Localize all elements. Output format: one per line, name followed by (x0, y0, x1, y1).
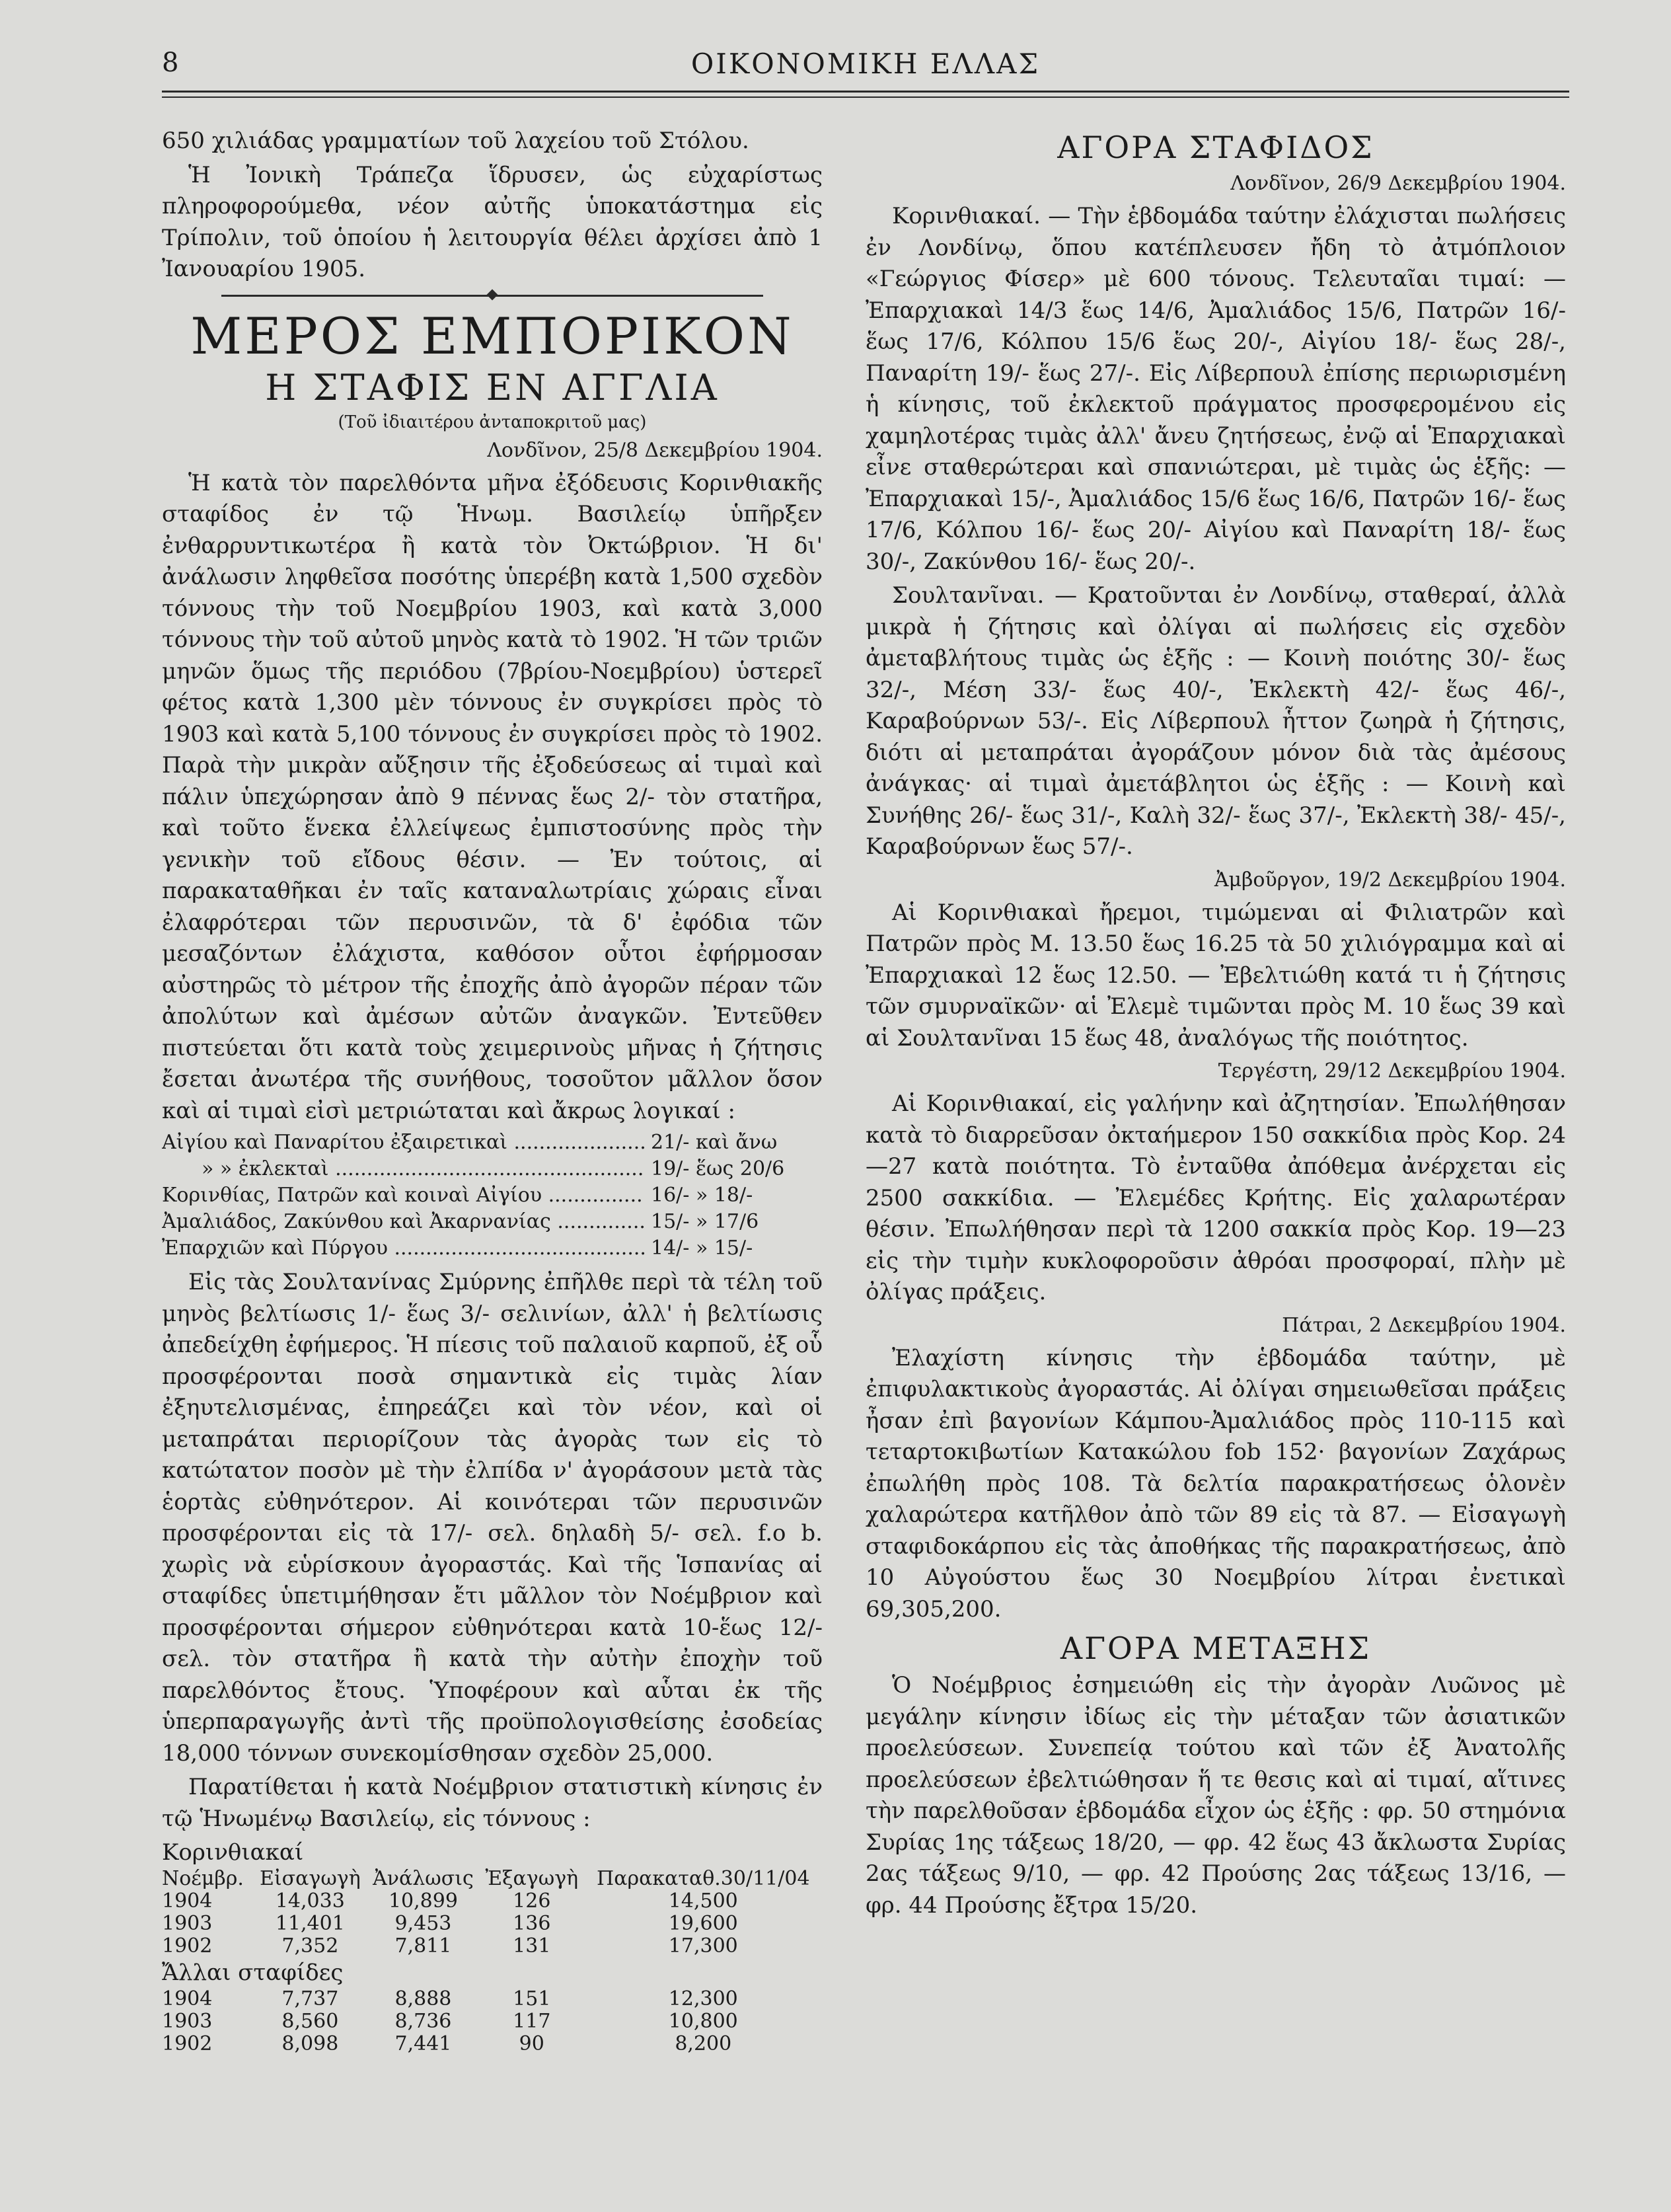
article-subtitle: (Τοῦ ἰδιαιτέρου ἀνταποκριτοῦ μας) (338, 412, 647, 432)
left-column (162, 126, 823, 2055)
column-header: Νοέμβρ. (162, 1867, 244, 1890)
column-header: Ἐξαγωγὴ (485, 1867, 579, 1890)
dateline-trieste: Τεργέστη, 29/12 Δεκεμβρίου 1904. (1218, 1059, 1566, 1083)
dateline-london: Λονδῖνον, 26/9 Δεκεμβρίου 1904. (1230, 172, 1566, 195)
cell: 8,098 (281, 2032, 339, 2055)
column-header: Παρακαταθ.30/11/04 (597, 1867, 810, 1890)
cell: 11,401 (275, 1912, 345, 1935)
right-column (866, 126, 1566, 1924)
trieste-paragraph: Αἱ Κορινθιακαί, εἰς γαλήνην καὶ ἀζητησίαν. Ἐπωλήθησαν κατὰ τὸ διαρρεῦσαν ὀκταήμερον 150 σακκίδια πρὸς Κορ. 24—27 κατὰ ποιότητα. Τὸ ἐνταῦθα ἀπόθεμα ἀνέρχεται εἰς 2500 σακκίδια. — Ἐλεμέδες Κρήτης. Εἰς χαλαρωτέραν θέσιν. Ἐπωλήθησαν περὶ τὰ 1200 σακκία πρὸς Κορ. 19—23 εἰς τὴν τιμὴν κυκλοφοροῦσιν ἀθρόαι προσφοραί, πλὴν μὲ ὀλίγας πράξεις. (866, 1090, 1566, 1305)
price-value: 19/- ἕως 20/6 (651, 1157, 785, 1180)
column-header: Εἰσαγωγὴ (259, 1867, 361, 1890)
cell: 10,899 (388, 1889, 458, 1913)
table-group-title: Κορινθιακαί (162, 1839, 304, 1866)
price-value: 15/- » 17/6 (651, 1210, 759, 1233)
cell: 8,736 (394, 2010, 452, 2033)
cell: 10,800 (668, 2010, 738, 2033)
cell: 8,888 (394, 1987, 452, 2010)
cell: 1903 (162, 1912, 213, 1935)
cell: 17,300 (668, 1934, 738, 1958)
journal-title: ΟΙΚΟΝΟΜΙΚΗ ΕΛΛΑΣ (690, 48, 1041, 80)
cell: 12,300 (668, 1987, 738, 2010)
table-row (162, 1913, 823, 1935)
cell: 7,441 (394, 2032, 452, 2055)
table-row (162, 1890, 823, 1913)
header-rule-2 (162, 96, 1569, 98)
silk-paragraph: Ὁ Νοέμβριος ἐσημειώθη εἰς τὴν ἀγορὰν Λυῶνος μὲ μεγάλην κίνησιν ἰδίως εἰς τὴν μέταξαν τῶν ἀσιατικῶν προελεύσεων. Συνεπείᾳ τούτου καὶ τῶν ἐξ Ἀνατολῆς προελεύσεων ἐβελτιώθησαν ἥ τε θεσις καὶ αἱ τιμαί, αἵτινες τὴν παρελθοῦσαν ἑβδομάδα εἶχον ὡς ἑξῆς : φρ. 50 στημόνια Συρίας 1ης τάξεως 18/20, — φρ. 42 ἕως 43 ἄκλωστα Συρίας 2ας τάξεως 9/10, — φρ. 42 Προύσης 2ας τάξεως 13/16, — φρ. 44 Προύσης ἔξτρα 15/20. (866, 1672, 1566, 1919)
silk-market-heading: ΑΓΟΡΑ ΜΕΤΑΞΗΣ (1060, 1630, 1372, 1666)
price-row (162, 1129, 823, 1156)
price-value: 21/- καὶ ἄνω (651, 1131, 778, 1154)
cell: 151 (513, 1987, 551, 2010)
cell: 1902 (162, 2032, 213, 2055)
cell: 19,600 (668, 1912, 738, 1935)
price-row (162, 1156, 823, 1182)
currant-market-heading: ΑΓΟΡΑ ΣΤΑΦΙΔΟΣ (1057, 130, 1374, 165)
cell: 1904 (162, 1889, 213, 1913)
header-rule (162, 91, 1569, 93)
table-row (162, 2033, 823, 2055)
price-row (162, 1235, 823, 1262)
price-value: 14/- » 15/- (651, 1237, 753, 1260)
page-number: 8 (162, 48, 179, 78)
section-title: ΜΕΡΟΣ ΕΜΠΟΡΙΚΟΝ (190, 306, 794, 365)
cell: 9,453 (394, 1912, 452, 1935)
cell: 1903 (162, 2010, 213, 2033)
dateline-patras: Πάτραι, 2 Δεκεμβρίου 1904. (1282, 1313, 1566, 1337)
cell: 14,033 (275, 1889, 345, 1913)
price-name: Κορινθίας, Πατρῶν καὶ κοιναὶ Αἰγίου ..... (162, 1182, 644, 1209)
table-row (162, 1988, 823, 2010)
cell: 14,500 (668, 1889, 738, 1913)
patras-paragraph: Ἐλαχίστη κίνησις τὴν ἑβδομάδα ταύτην, μὲ ἐπιφυλακτικοὺς ἀγοραστάς. Αἱ ὀλίγαι σημειωθεῖσαι πράξεις ἦσαν ἐπὶ βαγονίων Κάμπου-Ἀμαλιάδος πρὸς 110-115 καὶ τεταρτοκιβωτίων Κατακώλου fob 152· βαγονίων Ζαχάρως ἐπωλήθη πρὸς 108. Τὰ δελτία παρακρατήσεως ὁλονὲν χαλαρώτερα κατῆλθον ἀπὸ τῶν 89 εἰς τὰ 87. — Εἰσαγωγὴ σταφιδοκάρπου εἰς τὰς ἀποθήκας τῆς παρακρατήσεως, ἀπὸ 10 Αὐγούστου ἕως 30 Νοεμβρίου λίτραι ἐνετικαὶ 69,305,200. (866, 1344, 1566, 1622)
hamburg-paragraph: Αἱ Κορινθιακαὶ ἤρεμοι, τιμώμεναι αἱ Φιλιατρῶν καὶ Πατρῶν πρὸς Μ. 13.50 ἕως 16.25 τὰ 50 χιλιόγραμμα καὶ αἱ Ἐπαρχιακαὶ 12 ἕως 12.50. — Ἐβελτιώθη κατά τι ἡ ζήτησις τῶν σμυρναϊκῶν· αἱ Ἐλεμὲ τιμῶνται πρὸς Μ. 10 ἕως 39 καὶ αἱ Σουλτανῖναι 15 ἕως 48, ἀναλόγως τῆς ποιότητος. (866, 899, 1566, 1051)
cell: 1902 (162, 1934, 213, 1958)
ionian-bank-paragraph: Ἡ Ἰονικὴ Τράπεζα ἵδρυσεν, ὡς εὐχαρίστως πληροφορούμεθα, νέον αὐτῆς ὑποκατάστημα εἰς Τρίπολιν, τοῦ ὁποίου ἡ λειτουργία θέλει ἀρχίσει ἀπὸ 1 Ἰανουαρίου 1905. (162, 161, 823, 282)
page-header (162, 48, 1569, 94)
price-name: Ἐπαρχιῶν καὶ Πύργου ..... (162, 1235, 644, 1262)
price-value: 16/- » 18/- (651, 1184, 753, 1207)
price-name: Ἀμαλιάδος, Ζακύνθου καὶ Ἀκαρνανίας ..... (162, 1209, 644, 1235)
table-group-title: Ἄλλαι σταφίδες (162, 1960, 344, 1986)
sultanina-paragraph: Σουλτανῖναι. — Κρατοῦνται ἐν Λονδίνῳ, σταθεραί, ἀλλὰ μικρὰ ἡ ζήτησις καὶ ὀλίγαι αἱ πωλήσεις εἰς σχεδὸν ἀμεταβλήτους τιμὰς ὡς ἑξῆς : — Κοινὴ ποιότης 30/- ἕως 32/-, Μέση 33/- ἕως 40/-, Ἐκλεκτὴ 42/- ἕως 46/-, Καραβούρνων 53/-. Εἰς Λίβερπουλ ἧττον ζωηρὰ ἡ ζήτησις, διότι αἱ μεταπράται ἀγοράζουν μόνον διὰ τὰς ἀμέσους ἀνάγκας· αἱ τιμαὶ ἀμετάβλητοι ὡς ἑξῆς : — Κοινὴ καὶ Συνήθης 26/- ἕως 31/-, Καλὴ 32/- ἕως 37/-, Ἐκλεκτὴ 38/- 45/-, Καραβούρνων ἕως 57/-. (866, 582, 1566, 860)
cell: 8,200 (675, 2032, 732, 2055)
corinthian-paragraph: Κορινθιακαί. — Τὴν ἑβδομάδα ταύτην ἐλάχισται πωλήσεις ἐν Λονδίνῳ, ὅπου κατέπλευσεν ἤδη τὸ ἀτμόπλοιον «Γεώργιος Φίσερ» μὲ 600 τόνους. Τελευταῖαι τιμαί: — Ἐπαρχιακαὶ 14/3 ἕως 14/6, Ἀμαλιάδος 15/6, Πατρῶν 16/- ἕως 17/6, Κόλπου 15/6 ἕως 20/-, Αἰγίου 18/- ἕως 28/-, Παναρίτη 19/- ἕως 27/-. Εἰς Λίβερπουλ ἐπίσης περιωρισμένη ἡ κίνησις, τοῦ ἐκλεκτοῦ πράγματος προσφερομένου εἰς χαμηλοτέρας τιμὰς ἀλλ' ἄνευ ζητήσεως, ἐνῷ αἱ Ἐπαρχιακαὶ εἶνε σταθερώτεραι καὶ σπανιώτεραι, μὲ τιμὰς ὡς ἑξῆς: — Ἐπαρχιακαὶ 15/-, Ἀμαλιάδος 15/6 ἕως 16/6, Πατρῶν 16/- ἕως 17/6, Κόλπου 16/- ἕως 20/- Αἰγίου καὶ Παναρίτη 18/- ἕως 30/-, Ζακύνθου 16/- ἕως 20/-. (866, 203, 1566, 575)
table-row (162, 2010, 823, 2033)
cell: 7,352 (281, 1934, 339, 1958)
price-row (162, 1182, 823, 1209)
cell: 131 (513, 1934, 551, 1958)
cell: 8,560 (281, 2010, 339, 2033)
cell: 117 (513, 2010, 551, 2033)
cell: 7,811 (394, 1934, 452, 1958)
price-row (162, 1209, 823, 1235)
article-paragraph-3: Παρατίθεται ἡ κατὰ Νοέμβριον στατιστικὴ κίνησις ἐν τῷ Ἡνωμένῳ Βασιλείῳ, εἰς τόννους : (162, 1774, 823, 1832)
statistics-table (162, 1837, 823, 2055)
article-title: Η ΣΤΑΦΙΣ ΕΝ ΑΓΓΛΙΑ (265, 366, 720, 408)
article-paragraph-2: Εἰς τὰς Σουλτανίνας Σμύρνης ἐπῆλθε περὶ τὰ τέλη τοῦ μηνὸς βελτίωσις 1/- ἕως 3/- σελινίων, ἀλλ' ἡ βελτίωσις ἀπεδείχθη ἐφήμερος. Ἡ πίεσις τοῦ παλαιοῦ καρποῦ, ἐξ οὗ προσφέρονται ποσὰ σημαντικὰ εἰς τιμὰς λίαν ἐξηυτελισμένας, ἐπηρεάζει καὶ τὸν νέον, καὶ οἱ μεταπράται περιορίζουν τὰς ἀγορὰς των εἰς τὸ κατώτατον ποσὸν μὲ τὴν ἐλπίδα ν' ἀγοράσουν μετὰ τὰς ἑορτὰς εὐθηνότερον. Αἱ κοινότεραι τῶν περυσινῶν προσφέρονται εἰς τὰ 17/- σελ. δηλαδὴ 5/- σελ. f.o b. χωρὶς νὰ εὑρίσκουν ἀγοραστάς. Καὶ τῆς Ἱσπανίας αἱ σταφίδες ὑπετιμήθησαν ἔτι μᾶλλον τὸν Νοέμβριον καὶ προσφέρονται σήμερον εὐθηνότεραι κατὰ 10-ἕως 12/- σελ. τὸν στατῆρα ἢ κατὰ τὴν αὐτὴν ἐποχὴν τοῦ παρελθόντος ἔτους. Ὑποφέρουν καὶ αὗται ἐκ τῆς ὑπερπαραγωγῆς ἀντὶ τῆς προϋπολογισθείσης ἐσοδείας 18,000 τόννων συνεκομίσθησαν σχεδὸν 25,000. (162, 1269, 823, 1767)
article-paragraph-1: Ἡ κατὰ τὸν παρελθόντα μῆνα ἐξόδευσις Κορινθιακῆς σταφίδος ἐν τῷ Ἡνωμ. Βασιλείῳ ὑπῆρξεν ἐνθαρρυντικωτέρα ἢ κατὰ τὸν Ὀκτώβριον. Ἡ δι' ἀνάλωσιν ληφθεῖσα ποσότης ὑπερέβη κατὰ 1,500 σχεδὸν τόννους τὴν τοῦ Νοεμβρίου 1903, καὶ κατὰ 3,000 τόννους τὴν τοῦ αὐτοῦ μηνὸς κατὰ τὸ 1902. Ἡ τῶν τριῶν μηνῶν ὅμως τῆς περιόδου (7βρίου-Νοεμβρίου) ὑστερεῖ φέτος κατὰ 1,300 μὲν τόννους ἐν συγκρίσει πρὸς τὸ 1903 καὶ κατὰ 5,100 τόννους ἐν συγκρίσει πρὸς τὸ 1902. Παρὰ τὴν μικρὰν αὔξησιν τῆς ἐξοδεύσεως αἱ τιμαὶ καὶ πάλιν ὑπεχώρησαν ἀπὸ 9 πέννας ἕως 2/- τὸν στατῆρα, καὶ τοῦτο ἕνεκα ἐλλείψεως ἐμπιστοσύνης πρὸς τὴν γενικὴν τοῦ εἴδους θέσιν. — Ἐν τούτοις, αἱ παρακαταθῆκαι ἐν ταῖς καταναλωτρίαις χώραις εἶναι ἐλαφρότεραι τῶν περυσινῶν, τὰ δ' ἐφόδια τῶν μεσαζόντων ἐλάχιστα, καθόσον οὗτοι ἐφήρμοσαν αὐστηρῶς τὸ μέτρον τῆς ἐποχῆς ἀπὸ ἀγορῶν πέραν τῶν ἀπολύτων καὶ ἀμέσων αὐτῶν ἀναγκῶν. Ἐντεῦθεν πιστεύεται ὅτι κατὰ τοὺς χειμερινοὺς μῆνας ἡ ζήτησις ἔσεται ἀνωτέρα τῆς συνήθους, τοσοῦτον μᾶλλον ὅσον καὶ αἱ τιμαὶ εἰσὶ μετριώταται καὶ ἄκρως λογικαί : (162, 469, 823, 1124)
cell: 7,737 (281, 1987, 339, 2010)
column-header: Ἀνάλωσις (373, 1867, 474, 1890)
price-list (162, 1129, 823, 1262)
dateline: Λονδῖνον, 25/8 Δεκεμβρίου 1904. (487, 438, 823, 462)
cell: 126 (513, 1889, 551, 1913)
dateline-hamburg: Ἀμβοῦργον, 19/2 Δεκεμβρίου 1904. (1214, 868, 1566, 892)
price-name: » » ἐκλεκταὶ ..... (162, 1156, 644, 1182)
price-name: Αἰγίου καὶ Παναρίτου ἐξαιρετικαὶ ..... (162, 1129, 644, 1156)
cell: 136 (513, 1912, 551, 1935)
table-row (162, 1935, 823, 1958)
intro-line: 650 χιλιάδας γραμματίων τοῦ λαχείου τοῦ Στόλου. (162, 128, 749, 154)
table-header-row (162, 1868, 823, 1890)
cell: 90 (519, 2032, 544, 2055)
cell: 1904 (162, 1987, 213, 2010)
separator-ornament (162, 288, 823, 303)
